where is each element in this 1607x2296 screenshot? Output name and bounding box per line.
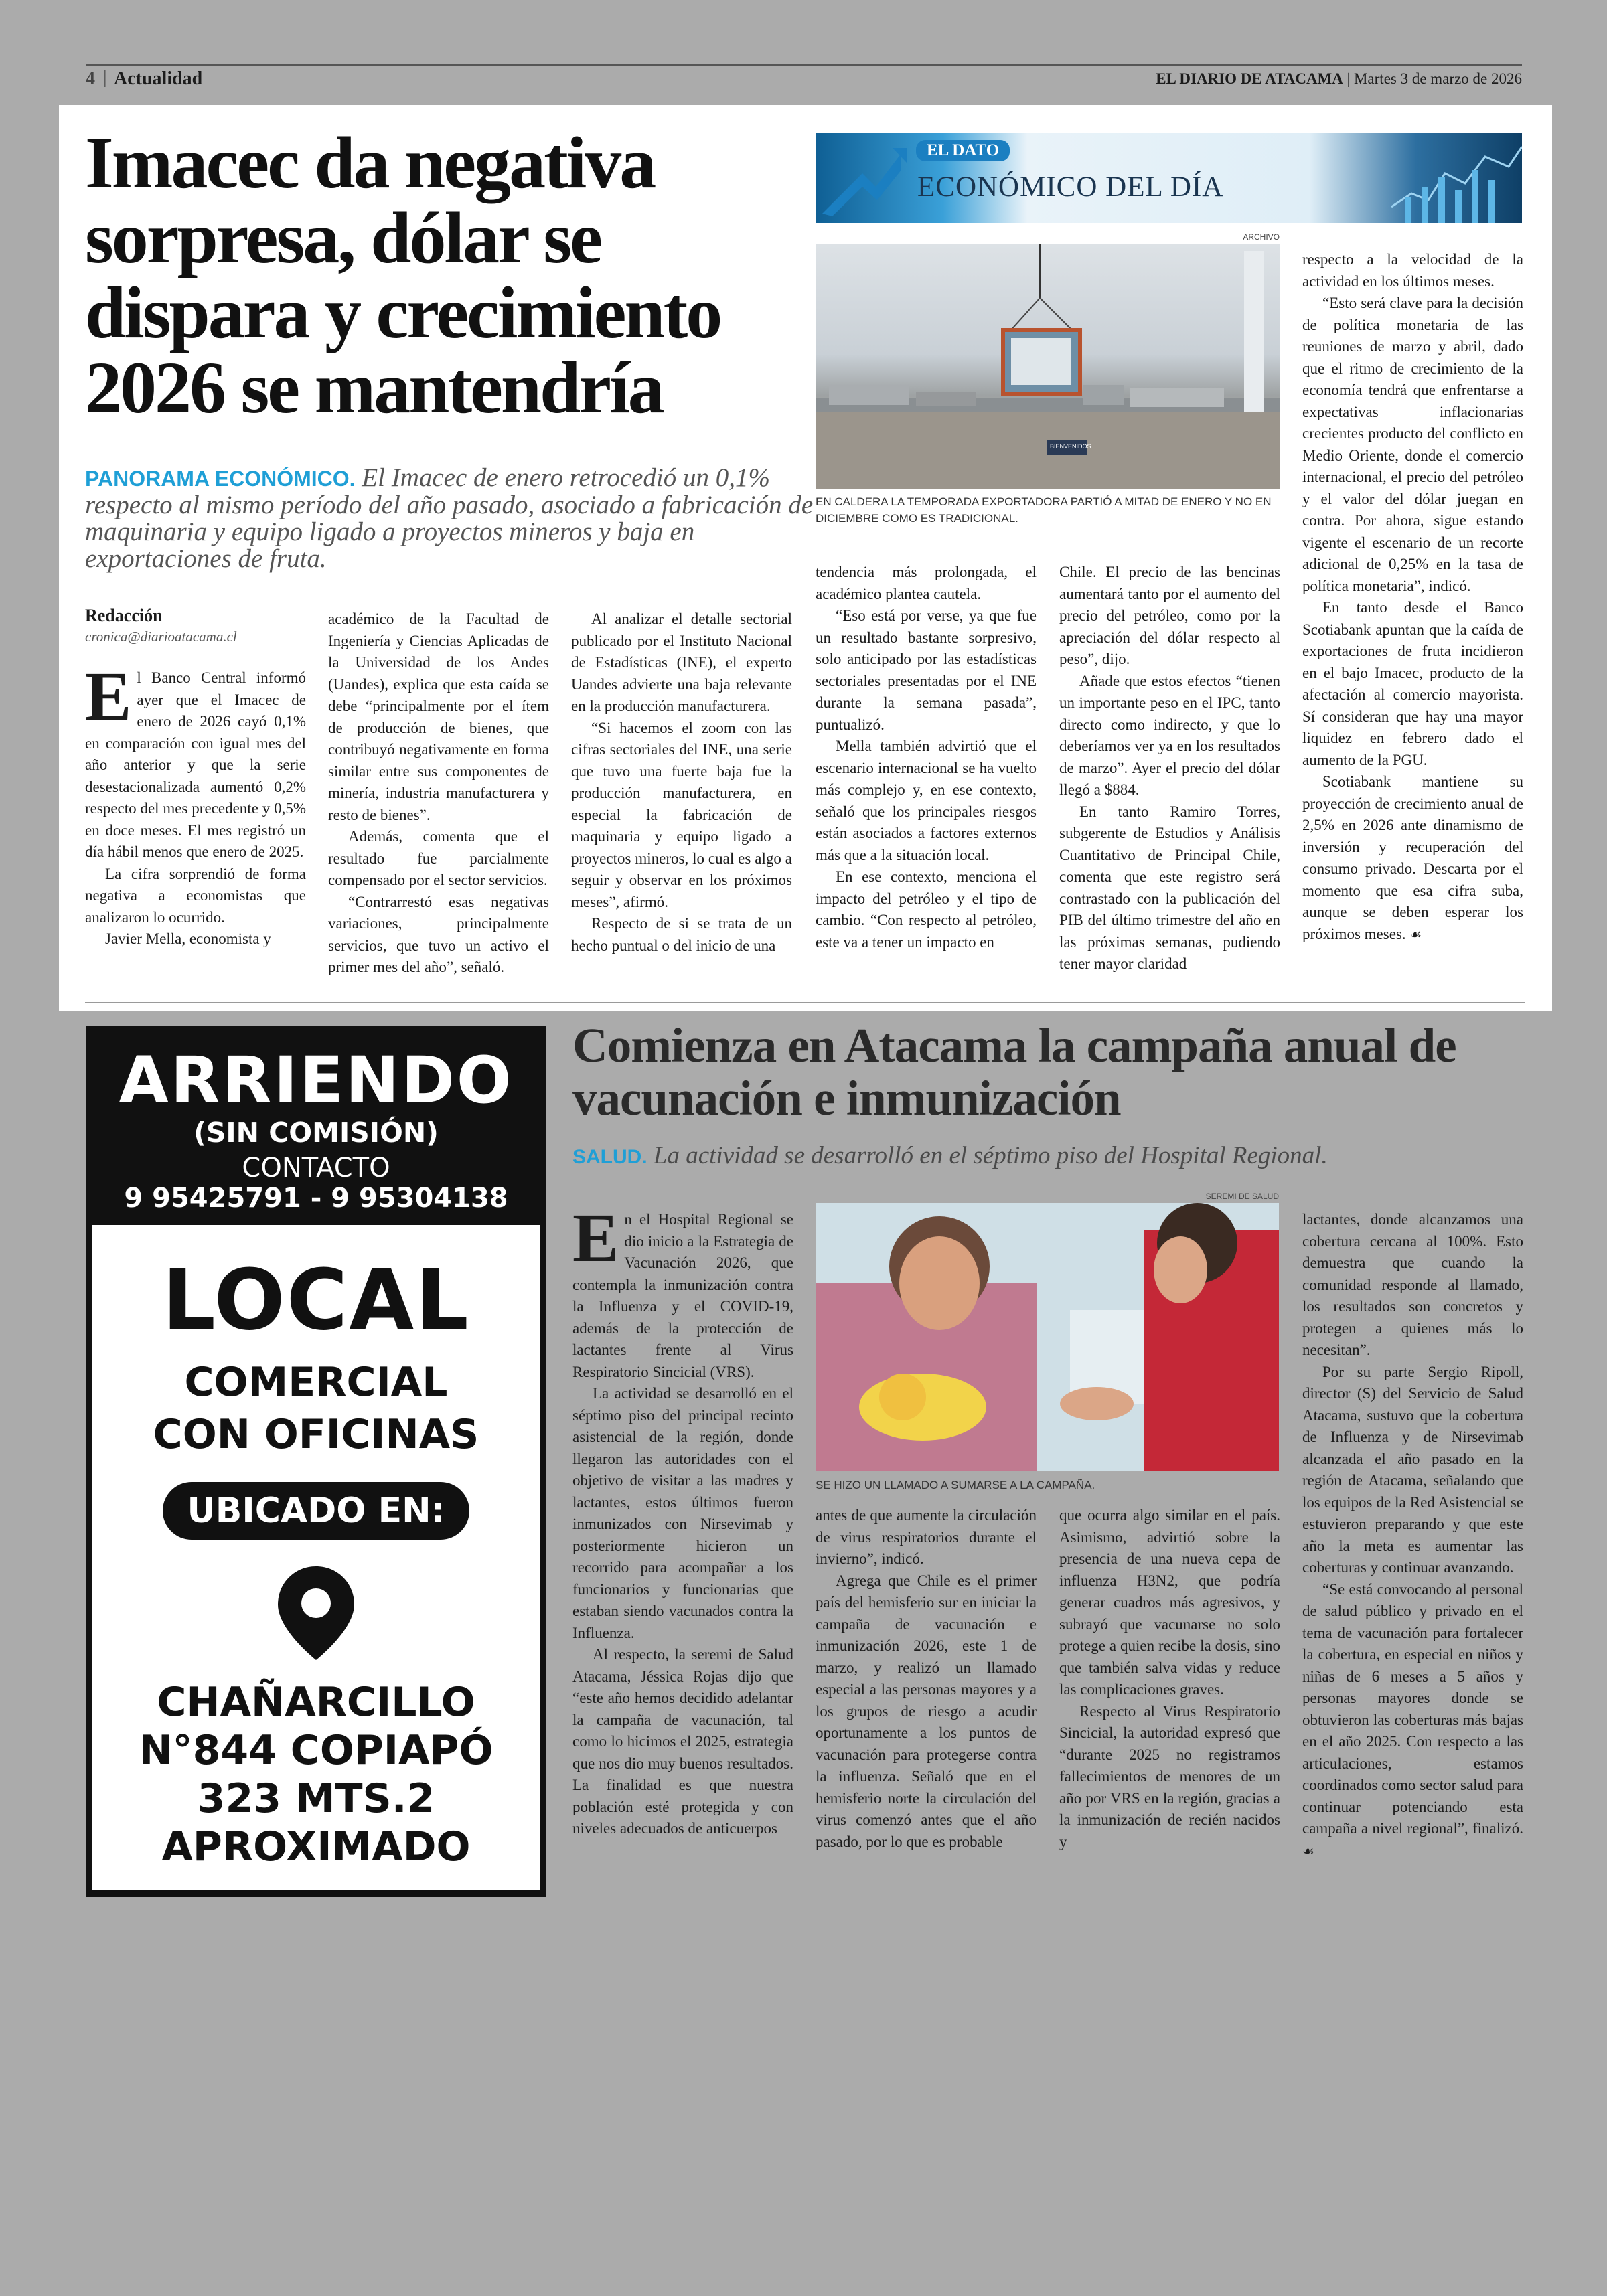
paragraph: Además, comenta que el resultado fue parcialmente compensado por el sector servicios. bbox=[328, 828, 549, 888]
health-photo-credit: SEREMI DE SALUD bbox=[1205, 1192, 1279, 1201]
ad-contact-label: CONTACTO bbox=[242, 1153, 390, 1183]
paragraph: antes de que aumente la circulación de virus respiratorios durante el invierno”, indicó. bbox=[816, 1507, 1037, 1567]
paragraph: tendencia más prolongada, el académico plantea cautela. bbox=[816, 564, 1037, 602]
paragraph: Respecto al Virus Respiratorio Sincicial, la autoridad expresó que “durante 2025 no registramos fallecimientos de menores de un año por VRS en la región, gracias a la inmunización de recién nacidos y bbox=[1059, 1702, 1280, 1850]
photo-caption: EN CALDERA LA TEMPORADA EXPORTADORA PARTIÓ A MITAD DE ENERO Y NO EN DICIEMBRE COMO ES TRADICIONAL. bbox=[816, 495, 1272, 525]
banner-tag: EL DATO bbox=[916, 140, 1010, 161]
header-divider: | bbox=[103, 67, 107, 88]
paragraph: n el Hospital Regional se dio inicio a la Estrategia de Vacunación 2026, que contempla la inmunización contra la Influenza y el COVID-19, además de la protección de lactantes frente al Virus Respiratorio Sincicial (VRS). bbox=[572, 1211, 793, 1380]
byline-author: Redacción bbox=[85, 606, 163, 625]
ad-address-2: N°844 COPIAPÓ bbox=[139, 1727, 493, 1774]
paragraph: Scotiabank mantiene su proyección de crecimiento anual de 2,5% en 2026 ante dinamismo de inversión y recuperación del consumo privado. Descarta por el momento que esa cifra suba, aunque se deben esperar los próximos meses. bbox=[1302, 773, 1523, 942]
health-lead bbox=[572, 1141, 1523, 1170]
paragraph: La cifra sorprendió de forma negativa a economistas que analizaron lo ocurrido. bbox=[85, 865, 306, 926]
paragraph: Mella también advirtió que el escenario internacional se ha vuelto más complejo y, en ese contexto, señaló que los principales riesgos están asociados a factores externos más que a la situación local. bbox=[816, 738, 1037, 864]
dato-banner bbox=[816, 133, 1522, 223]
paragraph: Javier Mella, economista y bbox=[105, 930, 271, 947]
location-pin-icon bbox=[278, 1566, 354, 1660]
paragraph: Al respecto, la seremi de Salud Atacama, Jéssica Rojas dijo que “este año hemos decidido adelantar la campaña de vacunación, tal como lo hicimos el 2025, estrategia que nos dio muy buenos resultados. La finalidad es que nuestra población esté protegida y con niveles adecuados de anticuerpos bbox=[572, 1646, 793, 1837]
health-kicker: SALUD. bbox=[572, 1146, 647, 1168]
photo-credit: ARCHIVO bbox=[1243, 232, 1280, 242]
paragraph: “Eso está por verse, ya que fue un resultado bastante sorpresivo, solo anticipado por las estadísticas sectoriales presentadas por el INE durante la semana pasada”, puntualizó. bbox=[816, 607, 1037, 733]
section-name: Actualidad bbox=[114, 68, 203, 89]
health-column-3 bbox=[1059, 1505, 1280, 1853]
paragraph: “Esto será clave para la decisión de política monetaria de las reuniones de marzo y abril, dado que el ritmo de crecimiento de la economía tendrá que enfrentarse a expectativas inflacionarias crecientes producto del conflicto en Medio Oriente, donde el comercio internacional, el precio del petróleo y el valor del dólar juegan en contra. Por ahora, sigue estando vigente el escenario de un recorte adicional de 0,25% en la tasa de política monetaria”, indicó. bbox=[1302, 295, 1523, 594]
article-kicker: PANORAMA ECONÓMICO. bbox=[85, 467, 356, 491]
arrow-graphic-icon bbox=[816, 133, 909, 223]
paragraph: Al analizar el detalle sectorial publicado por el Instituto Nacional de Estadísticas (INE), el experto Uandes advierte una baja relevante en la producción manufacturera. bbox=[571, 610, 792, 714]
vaccination-photo bbox=[816, 1203, 1279, 1471]
chart-graphic-icon bbox=[1391, 133, 1522, 223]
ad-address-4: APROXIMADO bbox=[161, 1823, 471, 1870]
paragraph: Añade que estos efectos “tienen un importante peso en el IPC, tanto directo como indirecto, y que lo deberíamos ver ya en los resultados de marzo”. Ayer el precio del dólar llegó a $884. bbox=[1059, 672, 1280, 798]
article-lead bbox=[85, 465, 828, 572]
ad-phones: 9 95425791 - 9 95304138 bbox=[124, 1183, 508, 1214]
ad-title: ARRIENDO bbox=[119, 1043, 514, 1118]
header-right bbox=[1156, 70, 1522, 88]
health-headline: Comienza en Atacama la campaña anual de vacunación e inmunización bbox=[572, 1018, 1456, 1125]
end-mark-icon: ☙ bbox=[1302, 1842, 1314, 1859]
paragraph: “Si hacemos el zoom con las cifras sectoriales del INE, una serie que tuvo una fuerte baja fue la producción manufacturera, en especial la fabricación de maquinaria y equipo ligado a proyectos mineros, lo cual es algo a seguir y observar en los próximos meses”, afirmó. bbox=[571, 719, 792, 910]
issue-date: Martes 3 de marzo de 2026 bbox=[1353, 70, 1522, 87]
economy-article bbox=[59, 105, 1552, 1011]
paragraph: Respecto de si se trata de un hecho puntual o del inicio de una bbox=[571, 915, 792, 954]
paragraph: La actividad se desarrolló en el séptimo piso del principal recinto asistencial de la región, donde llegaron las autoridades con el objetivo de visitar a las madres y lactantes, estos últimos fueron inmunizados con Nirsevimab y posteriormente hicieron un recorrido para acompañar a los funcionarios y funcionarias que estaban siendo vacunados contra la Influenza. bbox=[572, 1385, 793, 1641]
crane-scene-icon bbox=[816, 244, 1280, 489]
paragraph: “Se está convocando al personal de salud público y privado en el tema de vacunación para fortalecer la cobertura, en especial en niños y niñas de 6 meses a 5 años y personas mayores donde se obtuvieron las coberturas más bajas en el año 2025. Con respecto a las articulaciones, estamos coordinados como sector salud para continuar potenciando esta campaña a nivel regional”, finalizó. bbox=[1302, 1580, 1523, 1837]
health-photo-caption: SE HIZO UN LLAMADO A SUMARSE A LA CAMPAÑA. bbox=[816, 1479, 1095, 1491]
article-column-1 bbox=[85, 658, 306, 951]
page-header bbox=[86, 64, 1522, 94]
article-column-4 bbox=[816, 562, 1037, 953]
ad-address-3: 323 MTS.2 bbox=[197, 1775, 435, 1822]
ad-local: LOCAL bbox=[162, 1252, 470, 1349]
paragraph: respecto a la velocidad de la actividad en los últimos meses. bbox=[1302, 251, 1523, 290]
paragraph: Por su parte Sergio Ripoll, director (S) del Servicio de Salud Atacama, sustuvo que la cobertura de Influenza y de Nirsevimab alcanzada el año pasado en la región de Atacama, señalando que los equipos de la Red Asistencial se estuvieron preparando y que este año la meta es aumentar las coberturas y continuar avanzando. bbox=[1302, 1363, 1523, 1576]
article-column-5 bbox=[1059, 562, 1280, 975]
health-lead-text: La actividad se desarrolló en el séptimo piso del Hospital Regional. bbox=[653, 1142, 1328, 1169]
paragraph: En ese contexto, menciona el impacto del petróleo y el tipo de cambio. “Con respecto al petróleo, este va a tener un impacto en bbox=[816, 868, 1037, 951]
article-column-3 bbox=[571, 608, 792, 957]
health-column-1 bbox=[572, 1200, 793, 1840]
paper-name: EL DIARIO DE ATACAMA bbox=[1156, 70, 1343, 87]
page-number: 4 bbox=[86, 68, 95, 89]
ad-white-box bbox=[92, 1225, 540, 1890]
article-column-6 bbox=[1302, 249, 1523, 945]
health-drop-cap: E bbox=[572, 1200, 619, 1277]
header-divider-2: | bbox=[1347, 70, 1354, 87]
paragraph: lactantes, donde alcanzamos una cobertura cercana al 100%. Esto demuestra que cuando la comunidad responde al llamado, los resultados son concretos y protegen a quienes más lo necesitan”. bbox=[1302, 1211, 1523, 1358]
rental-ad bbox=[86, 1026, 546, 1897]
photo-sign: BIENVENIDOS bbox=[1050, 443, 1091, 450]
health-column-2 bbox=[816, 1505, 1037, 1853]
lead-text: El Imacec de enero retrocedió un 0,1% respecto al mismo período del año pasado, asociado a fabricación de maquinaria y equipo ligado a proyectos mineros y baja en exportaciones de fruta. bbox=[85, 463, 814, 573]
paragraph: l Banco Central informó ayer que el Imacec de enero de 2026 cayó 0,1% en comparación con igual mes del año anterior y que la serie desestacionalizada aumentó 0,2% respecto del mes precedente y 0,5% en doce meses. El mes registró un día hábil menos que enero de 2025. bbox=[85, 669, 306, 860]
end-mark-icon: ☙ bbox=[1409, 926, 1422, 942]
ad-subtitle: (SIN COMISIÓN) bbox=[194, 1117, 439, 1149]
article-divider bbox=[85, 1002, 1525, 1003]
drop-cap: E bbox=[85, 658, 132, 735]
paragraph: Agrega que Chile es el primer país del hemisferio sur en iniciar la campaña de vacunación e inmunización 2026, este 1 de marzo, y realizó un llamado especial a las personas mayores y a los grupos de riesgo a acudir oportunamente a los puntos de vacunación para protegerse contra la influenza. Señaló que en el hemisferio norte la circulación del virus comenzó antes que el año pasado, por lo que es probable bbox=[816, 1572, 1037, 1850]
banner-title: ECONÓMICO DEL DÍA bbox=[917, 171, 1224, 203]
paragraph: académico de la Facultad de Ingeniería y Ciencias Aplicadas de la Universidad de los Andes (Uandes), explica que esta caída se debe “principalmente por el ítem de producción de bienes, que contribuyó negativamente en forma similar entre sus componentes de minería, industria manufacturera y resto de bienes”. bbox=[328, 610, 549, 823]
paragraph: “Contrarrestó esas negativas variaciones, principalmente servicios, que tuvo un activo el primer mes del año”, señaló. bbox=[328, 893, 549, 975]
ad-located-pill: UBICADO EN: bbox=[163, 1482, 469, 1540]
ad-line-2: CON OFICINAS bbox=[153, 1411, 479, 1458]
ad-address-1: CHAÑARCILLO bbox=[157, 1679, 475, 1726]
port-photo bbox=[816, 244, 1280, 489]
vaccination-scene-icon bbox=[816, 1203, 1279, 1471]
health-column-4 bbox=[1302, 1209, 1523, 1862]
paragraph: Chile. El precio de las bencinas aumentará tanto por el aumento del precio del petróleo, como por la apreciación del dólar respecto al peso”, dijo. bbox=[1059, 564, 1280, 667]
paragraph: En tanto Ramiro Torres, subgerente de Estudios y Análisis Cuantitativo de Principal Chile, comenta que este registro será contrastado con la publicación del PIB del último trimestre del año en las próximas semanas, pudiendo tener mayor claridad bbox=[1059, 803, 1280, 972]
byline-email: cronica@diarioatacama.cl bbox=[85, 629, 237, 645]
article-headline: Imacec da negativa sorpresa, dólar se dispara y crecimiento 2026 se mantendría bbox=[85, 122, 721, 428]
paragraph: En tanto desde el Banco Scotiabank apuntan que la caída de exportaciones de fruta incidieron en el bajo Imacec, producto de la afectación al comercio mayorista. Sí consideran que hay una mayor liquidez en febrero dado el aumento de la PGU. bbox=[1302, 599, 1523, 768]
article-column-2 bbox=[328, 608, 549, 979]
paragraph: que ocurra algo similar en el país. Asimismo, advirtió sobre la presencia de una nueva cepa de influenza H3N2, que podría generar cuadros más agresivos, y subrayó que vacunarse no solo protege a quien recibe la dosis, sino que también salva vidas y reduce las complicaciones graves. bbox=[1059, 1507, 1280, 1698]
ad-line-1: COMERCIAL bbox=[184, 1359, 448, 1406]
